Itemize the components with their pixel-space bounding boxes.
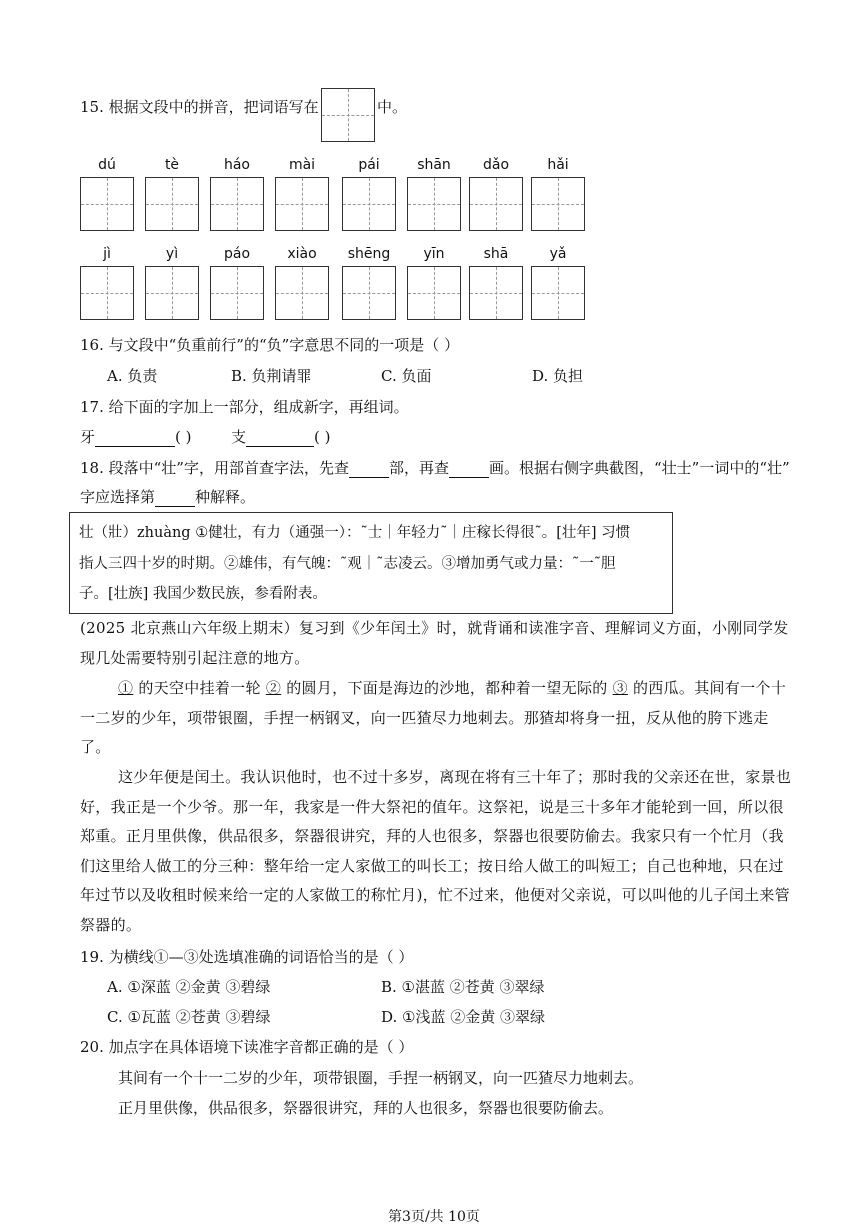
q17-char-2: 支 <box>231 428 247 446</box>
passage-intro: (2025 北京燕山六年级上期末）复习到《少年闰土》时，就背诵和读准字音、理解词义方面，小刚同学发现几处需要特别引起注意的地方。 <box>80 619 789 667</box>
q17-stem: 17. 给下面的字加上一部分，组成新字，再组词。 <box>80 398 409 416</box>
writing-grid[interactable] <box>407 177 461 231</box>
q19-option-b[interactable]: B. ①湛蓝 ②苍黄 ③翠绿 <box>381 978 545 996</box>
pinyin-label: yì <box>165 246 179 262</box>
pinyin-label: pái <box>358 157 380 173</box>
pinyin-label: yǎ <box>549 246 567 262</box>
q20-sentence-1: 其间有一个十一二岁的少年，项带银圈，手捏一柄钢叉，向一匹猹尽力地刺去。 <box>118 1069 644 1087</box>
pinyin-label: jì <box>103 246 111 262</box>
writing-grid[interactable] <box>275 266 329 320</box>
q18-line-1: 18. 段落中“壮”字，用部首查字法，先查 部，再查 画。根据右侧字典截图，“壮士”一词中的“壮” <box>80 459 790 477</box>
pinyin-label: tè <box>164 157 180 173</box>
blank-2: ② <box>265 679 282 697</box>
q19-option-d[interactable]: D. ①浅蓝 ②金黄 ③翠绿 <box>381 1008 546 1026</box>
writing-grid[interactable] <box>145 177 199 231</box>
q17-paren-1[interactable]: ( ) <box>175 428 192 446</box>
q17-blank-2[interactable] <box>246 428 314 447</box>
blank-1: ① <box>118 679 134 697</box>
q20-sentence-2: 正月里供像，供品很多，祭器很讲究，拜的人也很多，祭器也很要防偷去。 <box>118 1099 614 1117</box>
writing-grid[interactable] <box>275 177 329 231</box>
pinyin-label: shā <box>483 246 509 262</box>
q20-stem: 20. 加点字在具体语境下读准字音都正确的是（ ） <box>80 1038 414 1056</box>
writing-grid[interactable] <box>80 266 134 320</box>
writing-grid[interactable] <box>145 266 199 320</box>
dict-line-1: 壮（壯）zhuàng ①健壮，有力（通强一）：˜士｜年轻力˜｜庄稼长得很˜。[壮年] 习惯 <box>79 525 631 541</box>
q17-item-1 <box>80 426 192 447</box>
pinyin-label: yīn <box>423 246 445 262</box>
writing-grid[interactable] <box>469 177 523 231</box>
pinyin-label: háo <box>223 157 251 173</box>
dict-line-3: 子。[壮族] 我国少数民族，参看附表。 <box>79 586 327 602</box>
q15-inline-grid <box>321 88 375 142</box>
pinyin-label: mài <box>288 157 316 173</box>
q15-text-after: 中。 <box>377 98 408 116</box>
page-footer: 第3页/共 10页 <box>388 1209 480 1225</box>
q18-blank-strokes[interactable] <box>449 459 489 478</box>
q16-option-d[interactable]: D. 负担 <box>532 367 584 385</box>
q15-stem <box>80 96 319 117</box>
q19-option-c[interactable]: C. ①瓦蓝 ②苍黄 ③碧绿 <box>107 1008 271 1026</box>
pinyin-label: shān <box>417 157 451 173</box>
q17-paren-2[interactable]: ( ) <box>314 428 331 446</box>
q18-blank-radical[interactable] <box>349 459 389 478</box>
writing-grid[interactable] <box>407 266 461 320</box>
dictionary-excerpt <box>69 512 673 614</box>
q18-line-2: 字应选择第 种解释。 <box>80 488 256 506</box>
q17-item-2 <box>231 426 331 447</box>
q19-stem: 19. 为横线①—③处选填准确的词语恰当的是（ ） <box>80 948 414 966</box>
q16-stem: 16. 与文段中“负重前行”的“负”字意思不同的一项是（ ） <box>80 336 460 354</box>
blank-3: ③ <box>612 679 628 697</box>
writing-grid[interactable] <box>342 266 396 320</box>
pinyin-label: dú <box>98 157 116 173</box>
q17-char-1: 牙 <box>80 428 96 446</box>
writing-grid[interactable] <box>531 266 585 320</box>
pinyin-label: shēng <box>347 246 391 262</box>
pinyin-label: páo <box>223 246 251 262</box>
writing-grid[interactable] <box>80 177 134 231</box>
writing-grid[interactable] <box>210 177 264 231</box>
writing-grid[interactable] <box>469 266 523 320</box>
dict-line-2: 指人三四十岁的时期。②雄伟，有气魄：˜观｜˜志凌云。③增加勇气或力量：˜一˜胆 <box>79 556 616 572</box>
writing-grid[interactable] <box>342 177 396 231</box>
q16-option-a[interactable]: A. 负责 <box>107 367 158 385</box>
writing-grid[interactable] <box>210 266 264 320</box>
writing-grid[interactable] <box>531 177 585 231</box>
q16-option-b[interactable]: B. 负荆请罪 <box>231 367 312 385</box>
pinyin-label: hǎi <box>547 157 569 173</box>
pinyin-label: dǎo <box>482 157 510 173</box>
passage-paragraph-2: 这少年便是闰土。我认识他时，也不过十多岁，离现在将有三十年了；那时我的父亲还在世，家景也好，我正是一个少爷。那一年，我家是一件大祭祀的值年。这祭祀，说是三十多年才能轮到一回，所以很郑重。正月里供像，供品很多，祭器很讲究，拜的人也很多，祭器也很要防偷去。我家只有一个忙月（我们这里给人做工的分三种：整年给一定人家做工的叫长工；按日给人做工的叫短工；自己也种地，只在过年过节以及收租时候来给一定的人家做工的称忙月)，忙不过来，他便对父亲说，可以叫他的儿子闰土来管祭器的。 <box>80 768 792 934</box>
passage-paragraph-1: ① 的天空中挂着一轮 ② 的圆月，下面是海边的沙地，都种着一望无际的 ③ 的西瓜。其间有一个十一二岁的少年，项带银圈，手捏一柄钢叉，向一匹猹尽力地刺去。那猹却将身一扭，反从他的胯下逃走了。 <box>80 679 787 756</box>
q19-option-a[interactable]: A. ①深蓝 ②金黄 ③碧绿 <box>107 978 271 996</box>
q17-blank-1[interactable] <box>95 428 175 447</box>
q18-blank-choice[interactable] <box>155 488 195 507</box>
pinyin-label: xiào <box>287 246 317 262</box>
q16-option-c[interactable]: C. 负面 <box>381 367 432 385</box>
q15-text-before: 15. 根据文段中的拼音，把词语写在 <box>80 98 319 116</box>
